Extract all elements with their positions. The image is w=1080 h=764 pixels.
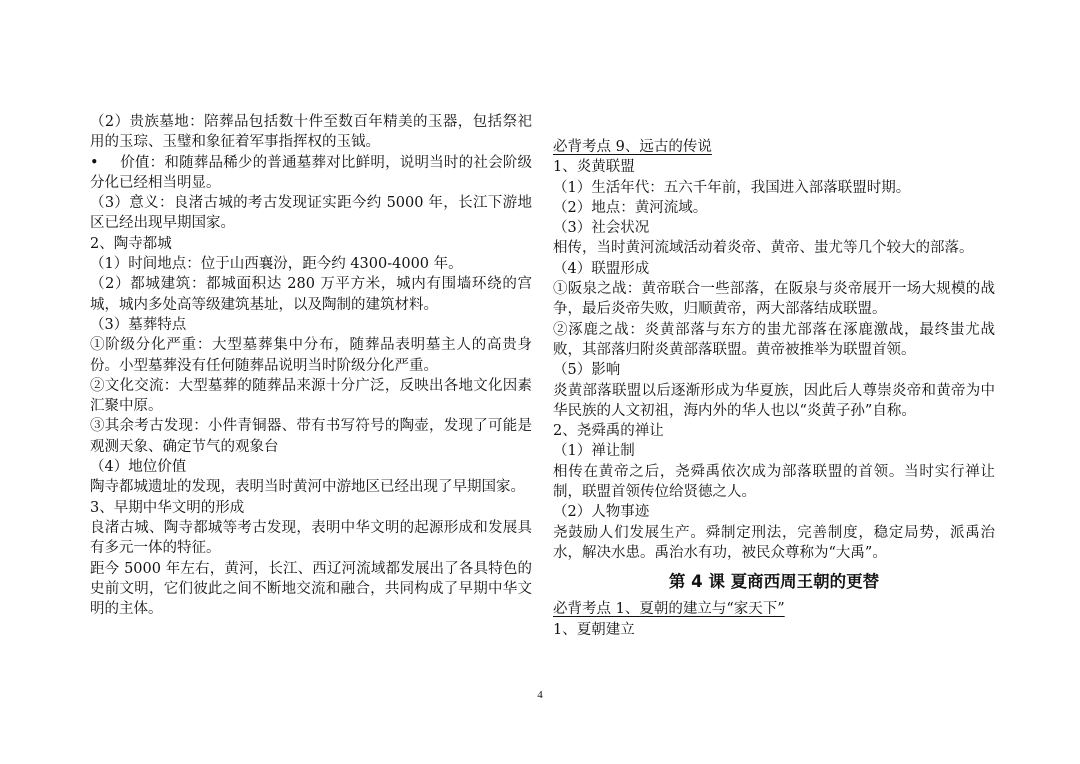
section-heading: 2、尧舜禹的禅让 (553, 423, 664, 440)
paragraph: （1）生活年代：五六千年前，我国进入部落联盟时期。 (553, 179, 911, 196)
paragraph: 尧鼓励人们发展生产。舜制定刑法，完善制度，稳定局势，派禹治水，解决水患。禹治水有功，被民众尊称为“大禹”。 (553, 524, 995, 561)
paragraph: ③其余考古发现：小件青铜器、带有书写符号的陶壶，发现了可能是观测天象、确定节气的观象台 (90, 418, 532, 455)
paragraph: ②文化交流：大型墓葬的随葬品来源十分广泛，反映出各地文化因素汇聚中原。 (90, 377, 532, 415)
paragraph: 相传在黄帝之后，尧舜禹依次成为部落联盟的首领。当时实行禅让制，联盟首领传位给贤德之人。 (553, 463, 995, 501)
paragraph: 炎黄部落联盟以后逐渐形成为华夏族，因此后人尊崇炎帝和黄帝为中华民族的人文初祖，海内外的华人也以“炎黄子孙”自称。 (553, 382, 995, 419)
section-heading: 1、夏朝建立 (553, 621, 635, 638)
subheading: （2）人物事迹 (553, 504, 650, 521)
section-heading: 3、早期中华文明的形成 (90, 499, 245, 516)
bullet-paragraph (90, 153, 532, 194)
subheading: （3）社会状况 (553, 220, 650, 237)
subheading: （3）墓葬特点 (90, 316, 187, 333)
paragraph: 陶寺都城遗址的发现，表明当时黄河中游地区已经出现了早期国家。 (90, 479, 525, 496)
paragraph-text: 价值：和随葬品稀少的普通墓葬对比鲜明，说明当时的社会阶级分化已经相当明显。 (90, 154, 532, 191)
paragraph: 距今 5000 年左右，黄河，长江、西辽河流域都发展出了各具特色的史前文明，它们彼此之间不断地交流和融合，共同构成了早期中华文明的主体。 (90, 560, 532, 618)
paragraph: 相传，当时黄河流域活动着炎帝、黄帝、蚩尤等几个较大的部落。 (553, 240, 974, 257)
subheading: （1）禅让制 (553, 443, 635, 460)
bullet-icon: • (90, 154, 99, 171)
paragraph: （2）都城建筑：都城面积达 280 万平方米，城内有围墙环绕的宫城，城内多处高等级建筑基址，以及陶制的建筑材料。 (90, 276, 532, 313)
subheading: （4）地位价值 (90, 459, 187, 476)
section-heading: 2、陶寺都城 (90, 235, 172, 252)
paragraph: ①阪泉之战：黄帝联合一些部落，在阪泉与炎帝展开一场大规模的战争，最后炎帝失败，归顺黄帝，两大部落结成联盟。 (553, 281, 995, 318)
paragraph: （2）地点：黄河流域。 (553, 199, 708, 216)
subheading: （4）联盟形成 (553, 260, 650, 277)
paragraph: ②涿鹿之战：炎黄部落与东方的蚩尤部落在涿鹿激战，最终蚩尤战败，其部落归附炎黄部落联盟。黄帝被推举为联盟首领。 (553, 321, 995, 358)
right-column (553, 137, 995, 640)
key-point-heading: 必背考点 9、远古的传说 (553, 139, 712, 155)
paragraph: （3）意义：良渚古城的考古发现证实距今约 5000 年，长江下游地区已经出现早期国家。 (90, 195, 532, 232)
lesson-title: 第 4 课 夏商西周王朝的更替 (668, 572, 880, 592)
left-column (90, 112, 532, 619)
key-point-heading: 必背考点 1、夏朝的建立与“家天下” (553, 601, 785, 618)
paragraph: 良渚古城、陶寺都城等考古发现，表明中华文明的起源形成和发展具有多元一体的特征。 (90, 519, 532, 557)
paragraph: ①阶级分化严重：大型墓葬集中分布，随葬品表明墓主人的高贵身份。小型墓葬没有任何随葬品说明当时阶级分化严重。 (90, 337, 532, 374)
section-heading: 1、炎黄联盟 (553, 159, 635, 176)
subheading: （5）影响 (553, 362, 621, 379)
paragraph: （2）贵族墓地：陪葬品包括数十件至数百年精美的玉器，包括祭祀用的玉琮、玉璧和象征着军事指挥权的玉钺。 (90, 114, 532, 151)
page-number: 4 (537, 689, 543, 701)
paragraph: （1）时间地点：位于山西襄汾，距今约 4300-4000 年。 (90, 256, 463, 273)
